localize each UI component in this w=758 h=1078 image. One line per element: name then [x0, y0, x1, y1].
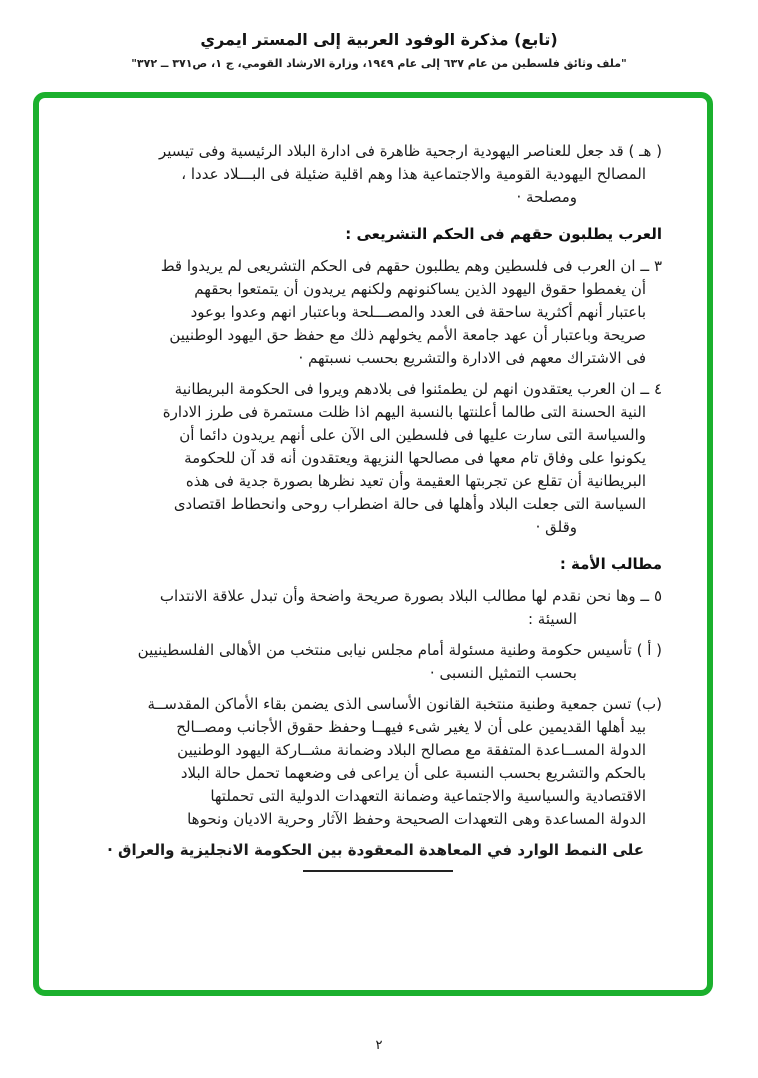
- text-line: وقلق ·: [535, 518, 577, 536]
- source-citation: "ملف وثائق فلسطين من عام ٦٣٧ إلى عام ١٩٤٩، وزارة الارشاد القومي، ج ١، ص٣٧١ ــ ٣٧٢": [131, 57, 627, 70]
- document-body: [94, 140, 662, 872]
- text-line: يكونوا على وفاق تام معها فى مصالحها النزيهة ويعتقدون أنه قد آن للحكومة: [184, 449, 646, 467]
- document-header: [0, 30, 758, 70]
- text-line: فى الاشتراك معهم فى الادارة والتشريع بحسب نسبتهم ·: [298, 349, 646, 367]
- text-line: ٥ ــ وها نحن نقدم لها مطالب البلاد بصورة صريحة واضحة وأن تبدل علاقة الانتداب: [159, 587, 662, 605]
- text-line: ٤ ــ ان العرب يعتقدون انهم لن يطمئنوا فى بلادهم ويروا فى الحكومة البريطانية: [174, 380, 662, 398]
- text-line: (ب) تسن جمعية وطنية منتخبة القانون الأساسى الذى يضمن بقاء الأماكن المقدســة: [147, 695, 662, 713]
- clause-b: [94, 693, 662, 831]
- section-heading-legislative-rights: العرب يطلبون حقهم فى الحكم التشريعى :: [345, 225, 662, 243]
- page-number: ٢: [375, 1038, 383, 1053]
- text-line: بالحكم والتشريع بحسب النسبة على أن يراعى فى وضعهما تحمل حالة البلاد: [180, 764, 646, 782]
- text-line: الاقتصادية والسياسية والاجتماعية وضمانة التعهدات الدولية التى تحملتها: [210, 787, 646, 805]
- section-heading-nation-demands: مطالب الأمة :: [559, 555, 662, 573]
- text-line: الدولة المساعدة وهى التعهدات الصحيحة وحفظ الآثار وحرية الاديان ونحوها: [187, 810, 646, 828]
- clause-heh: [94, 140, 662, 209]
- text-line: ٣ ــ ان العرب فى فلسطين وهم يطلبون حقهم فى الحكم التشريعى لم يريدوا قط: [160, 257, 662, 275]
- end-rule: [303, 870, 453, 872]
- text-line: باعتبار أنهم أكثرية ساحقة فى العدد والمصـــلحة وباعتبار انهم وعدوا بوعود: [190, 303, 646, 321]
- document-footer: [0, 1034, 758, 1053]
- clause-5: [94, 585, 662, 631]
- text-line: بيد أهلها القديمين على أن لا يغير شىء فيهــا وحفظ حقوق الأجانب ومصــالح: [176, 718, 646, 736]
- text-line: السيئة :: [527, 610, 577, 628]
- clause-a: [94, 639, 662, 685]
- text-line: المصالح اليهودية القومية والاجتماعية هذا وهم اقلية ضئيلة فى البـــلاد عددا ،: [181, 165, 646, 183]
- text-line: صريحة وباعتبار أن عهد جامعة الأمم يخولهم ذلك مع حفظ حق اليهود الوطنيين: [169, 326, 646, 344]
- highlight-border-box: [33, 92, 713, 996]
- text-line: ومصلحة ·: [516, 188, 577, 206]
- text-line: على النمط الوارد في المعاهدة المعقودة بين الحكومة الانجليزية والعراق ·: [107, 841, 644, 859]
- text-line: السياسة التى جعلت البلاد وأهلها فى حالة اضطراب روحى وانحطاط اقتصادى: [173, 495, 646, 513]
- text-line: ( هـ ) قد جعل للعناصر اليهودية ارجحية ظاهرة فى ادارة البلاد الرئيسية وفى تيسير: [158, 142, 662, 160]
- document-title: (تابع) مذكرة الوفود العربية إلى المستر ايمري: [200, 30, 558, 49]
- text-line: ( أ ) تأسيس حكومة وطنية مسئولة أمام مجلس نيابى منتخب من الأهالى الفلسطينيين: [137, 641, 662, 659]
- text-line: والسياسة التى سارت عليها فى فلسطين الى الآن على أنهم يريدون دائما أن: [179, 426, 646, 444]
- text-line: أن يغمطوا حقوق اليهود الذين يساكنونهم ولكنهم يريدون أن يتمتعوا بحقهم: [194, 280, 646, 298]
- clause-4: [94, 378, 662, 539]
- text-line: البريطانية أن تقلع عن تجربتها العقيمة وأن تعيد نظرها بصورة جدية فى هذه: [185, 472, 646, 490]
- text-line: الدولة المســاعدة المتفقة مع مصالح البلاد وضمانة مشــاركة اليهود الوطنيين: [177, 741, 646, 759]
- text-line: بحسب التمثيل النسبى ·: [429, 664, 577, 682]
- text-line: النية الحسنة التى طالما أعلنتها بالنسبة اليهم اذا ظلت مستمرة فى طرز الادارة: [162, 403, 646, 421]
- clause-3: [94, 255, 662, 370]
- clause-b-final-bold: [94, 839, 662, 862]
